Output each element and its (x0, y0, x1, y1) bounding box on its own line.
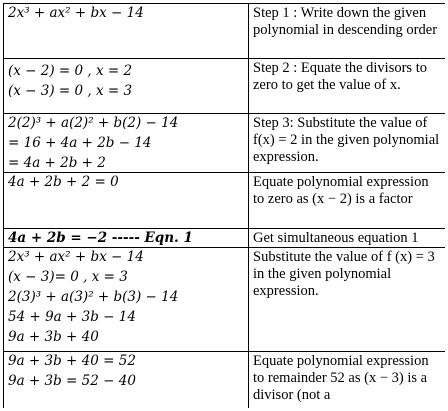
explanation-cell (249, 173, 446, 229)
explanation-text: Substitute the value of f (x) = 3 in the given polynomial expression. (253, 249, 435, 299)
math-cell (4, 229, 249, 248)
explanation-cell (249, 59, 446, 114)
math-line: 9a + 3b + 40 = 52 (8, 353, 136, 369)
explanation-cell (249, 352, 446, 409)
solution-table-container (3, 3, 445, 408)
math-line: 2(2)³ + a(2)² + b(2) − 14 (8, 115, 179, 131)
table-row (4, 4, 446, 59)
explanation-text: Step 3: Substitute the value of f(x) = 2 in the given polynomial expression. (253, 115, 440, 165)
math-line: = 16 + 4a + 2b − 14 (8, 135, 152, 151)
explanation-cell (249, 229, 446, 248)
math-cell (4, 4, 249, 59)
explanation-text: Get simultaneous equation 1 (253, 230, 419, 246)
math-line: 2x³ + ax² + bx − 14 (8, 5, 144, 21)
math-line: 54 + 9a + 3b − 14 (8, 309, 136, 325)
table-row (4, 59, 446, 114)
table-row (4, 248, 446, 352)
math-line: 4a + 2b = −2 ----- Eqn. 1 (8, 230, 193, 246)
math-line: = 4a + 2b + 2 (8, 155, 106, 171)
table-row (4, 114, 446, 173)
math-cell (4, 114, 249, 173)
math-cell (4, 248, 249, 352)
table-row (4, 173, 446, 229)
math-line: 9a + 3b + 40 (8, 329, 99, 345)
explanation-text: Equate polynomial expression to remainder 52 as (x − 3) is a divisor (not a (253, 353, 429, 403)
math-line: 2(3)³ + a(3)² + b(3) − 14 (8, 289, 179, 305)
explanation-text: Step 2 : Equate the divisors to zero to get the value of x. (253, 60, 427, 93)
explanation-cell (249, 114, 446, 173)
solution-table (3, 3, 445, 408)
table-row (4, 352, 446, 409)
explanation-text: Step 1 : Write down the given polynomial in descending order (253, 5, 438, 38)
explanation-cell (249, 248, 446, 352)
math-line: (x − 2) = 0 , x = 2 (8, 63, 133, 79)
math-line: (x − 3)= 0 , x = 3 (8, 269, 128, 285)
math-cell (4, 59, 249, 114)
math-line: 9a + 3b = 52 − 40 (8, 373, 136, 389)
explanation-text: Equate polynomial expression to zero as (x − 2) is a factor (253, 174, 429, 207)
math-line: 2x³ + ax² + bx − 14 (8, 249, 144, 265)
math-line: 4a + 2b + 2 = 0 (8, 174, 119, 190)
explanation-cell (249, 4, 446, 59)
math-line: (x − 3) = 0 , x = 3 (8, 83, 133, 99)
table-row (4, 229, 446, 248)
math-cell (4, 352, 249, 409)
math-cell (4, 173, 249, 229)
